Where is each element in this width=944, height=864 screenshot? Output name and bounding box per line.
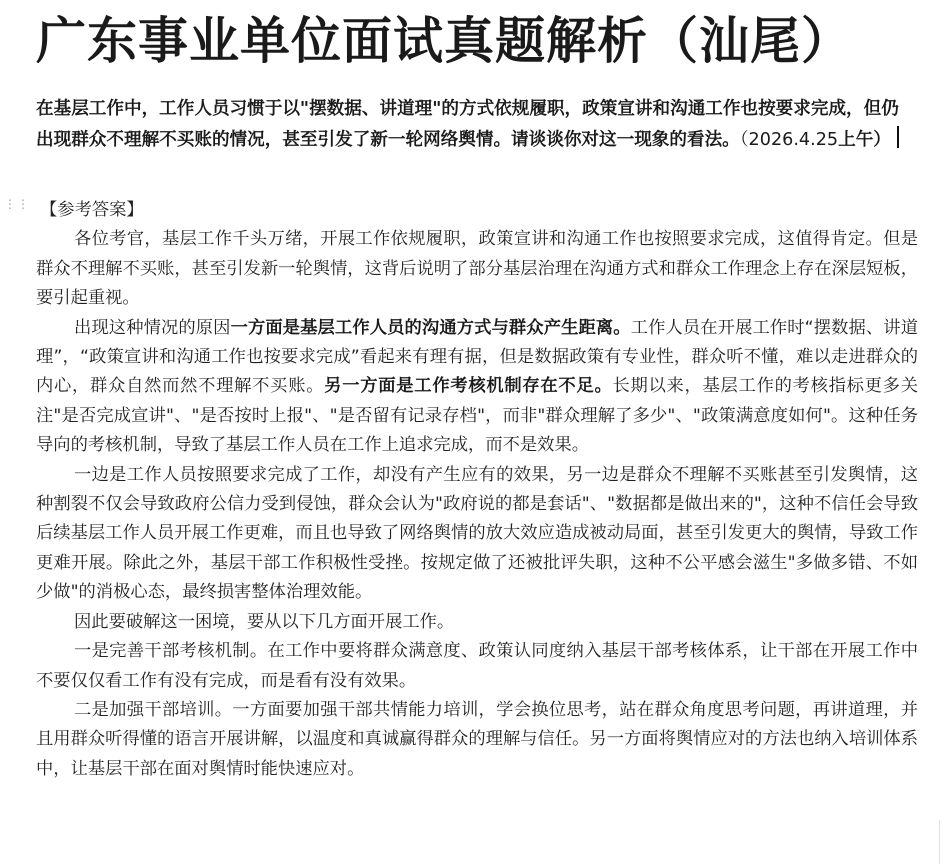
answer-paragraph: [36, 461, 918, 608]
answer-paragraph: [36, 314, 918, 461]
bold-text-run: 一方面是基层工作人员的沟通方式与群众产生距离。: [230, 317, 631, 338]
answer-body: [36, 196, 918, 784]
answer-paragraph: [36, 225, 918, 313]
answer-paragraph: [36, 637, 918, 696]
answer-paragraphs: [36, 225, 918, 784]
text-cursor: [897, 126, 899, 148]
text-run: 因此要破解这一困境，要从以下几方面开展工作。: [74, 611, 455, 632]
text-run: 各位考官，基层工作千头万绪，开展工作依规履职，政策宣讲和沟通工作也按照要求完成，这值得肯定。但是群众不理解不买账，甚至引发新一轮舆情，这背后说明了部分基层治理在沟通方式和群众工作理念上存在深层短板，要引起重视。: [36, 229, 918, 309]
answer-paragraph: [36, 608, 918, 637]
text-run: 长期以来，基层工作的考核指标更多关注"是否完成宣讲"、"是否按时上报"、"是否留有记录存档"，而非"群众理解了多少"、"政策满意度如何"。这种任务导向的考核机制，导致了基层工作人员在工作上追求完成，而不是效果。: [36, 376, 918, 456]
question-session: 上午）: [838, 129, 891, 150]
question-date: （2026.4.25: [739, 129, 839, 150]
text-run: 工作人员在开展工作时“摆数据、讲道理”，“政策宣讲和沟通工作也按要求完成”看起来有理有据，但是数据政策有专业性，群众听不懂，难以走进群众的内心，群众自然而然不理解不买账。: [36, 317, 918, 397]
bold-text-run: 另一方面是工作考核机制存在不足。: [324, 376, 613, 397]
text-run: 一边是工作人员按照要求完成了工作，却没有产生应有的效果，另一边是群众不理解不买账甚至引发舆情，这种割裂不仅会导致政府公信力受到侵蚀，群众会认为"政府说的都是套话"、"数据都是做出来的"，这种不信任会导致后续基层工作人员开展工作更难，而且也导致了网络舆情的放大效应造成被动局面，甚至引发更大的舆情，导致工作更难开展。除此之外，基层干部工作积极性受挫。按规定做了还被批评失职，这种不公平感会滋生"多做多错、不如少做"的消极心态，最终损害整体治理效能。: [36, 464, 918, 603]
text-run: 一是完善干部考核机制。在工作中要将群众满意度、政策认同度纳入基层干部考核体系，让干部在开展工作中不要仅仅看工作有没有完成，而是看有没有效果。: [36, 641, 918, 691]
text-run: 出现这种情况的原因: [74, 317, 231, 338]
answer-paragraph: [36, 696, 918, 784]
text-run: 二是加强干部培训。一方面要加强干部共情能力培训，学会换位思考，站在群众角度思考问题，再讲道理，并且用群众听得懂的语言开展讲解，以温度和真诚赢得群众的理解与信任。另一方面将舆情应对的方法也纳入培训体系中，让基层干部在面对舆情时能快速应对。: [36, 699, 918, 779]
drag-handle-icon[interactable]: ⋮⋮: [4, 197, 30, 211]
question-body: 在基层工作中，工作人员习惯于以"摆数据、讲道理"的方式依规履职，政策宣讲和沟通工作也按要求完成，但仍出现群众不理解不买账的情况，甚至引发了新一轮网络舆情。请谈谈你对这一现象的看法。: [36, 99, 899, 150]
scrollbar[interactable]: [939, 820, 944, 864]
answer-heading: 【参考答案】: [40, 200, 144, 220]
page-title: 广东事业单位面试真题解析（汕尾）: [36, 12, 852, 70]
question-text[interactable]: [36, 94, 916, 155]
